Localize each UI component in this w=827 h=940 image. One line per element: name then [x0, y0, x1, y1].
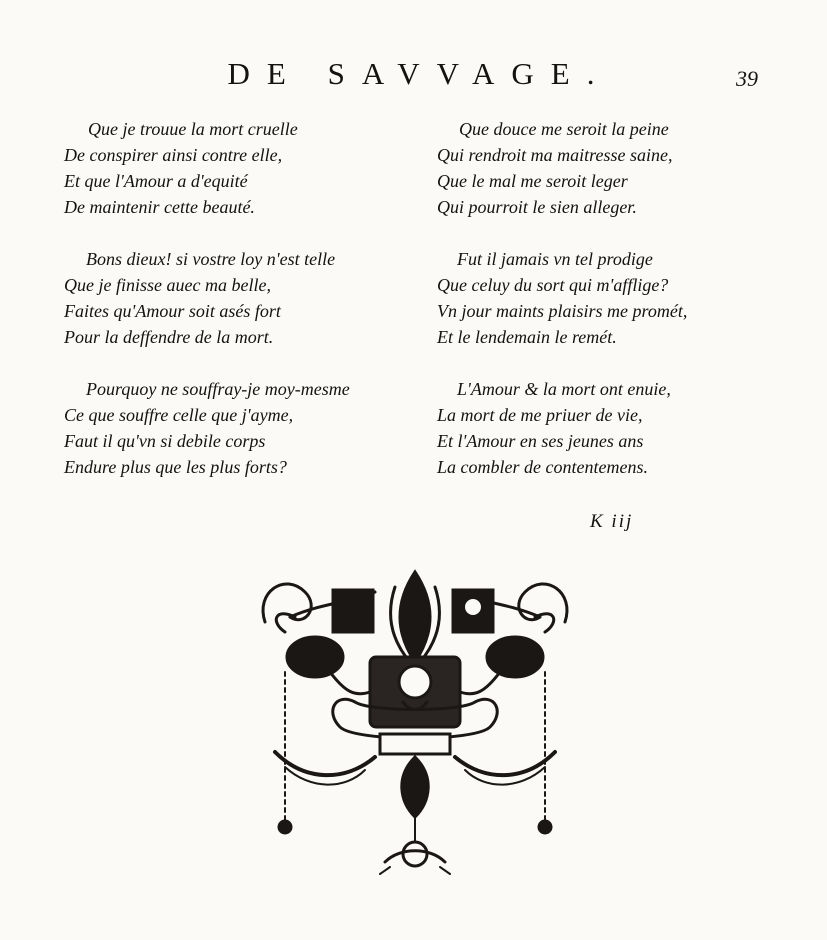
- tailpiece-ornament-icon: [245, 562, 585, 882]
- verse-line: Et le lendemain le remét.: [437, 327, 617, 347]
- stanza: [437, 116, 777, 220]
- verse-line: Fut il jamais vn tel prodige: [457, 249, 653, 269]
- verse-line: Que je finisse auec ma belle,: [64, 275, 271, 295]
- verse-line: Que douce me seroit la peine: [459, 119, 669, 139]
- verse-line: Qui rendroit ma maitresse saine,: [437, 145, 673, 165]
- verse-line: Faites qu'Amour soit asés fort: [64, 301, 281, 321]
- verse-line: Et l'Amour en ses jeunes ans: [437, 431, 644, 451]
- page-number: 39: [736, 66, 758, 91]
- stanza: [437, 376, 777, 480]
- verse-line: L'Amour & la mort ont enuie,: [457, 379, 671, 399]
- stanza: [64, 116, 404, 220]
- verse-line: Que je trouue la mort cruelle: [88, 119, 298, 139]
- verse-line: La mort de me priuer de vie,: [437, 405, 643, 425]
- poem-right-column: [437, 116, 777, 506]
- signature-mark: K iij: [590, 511, 634, 532]
- poem-left-column: [64, 116, 404, 506]
- verse-line: Que le mal me seroit leger: [437, 171, 628, 191]
- running-title: DE SAVVAGE.: [227, 56, 612, 91]
- stanza: [437, 246, 777, 350]
- verse-line: Endure plus que les plus forts?: [64, 457, 287, 477]
- verse-line: Ce que souffre celle que j'ayme,: [64, 405, 294, 425]
- verse-line: Faut il qu'vn si debile corps: [64, 431, 266, 451]
- verse-line: Et que l'Amour a d'equité: [64, 171, 248, 191]
- verse-line: Vn jour maints plaisirs me promét,: [437, 301, 688, 321]
- stanza: [64, 376, 404, 480]
- verse-line: De conspirer ainsi contre elle,: [64, 145, 283, 165]
- stanza: [64, 246, 404, 350]
- verse-line: Pour la deffendre de la mort.: [64, 327, 274, 347]
- verse-line: De maintenir cette beauté.: [64, 197, 255, 217]
- verse-line: La combler de contentemens.: [437, 457, 648, 477]
- verse-line: Pourquoy ne souffray-je moy-mesme: [86, 379, 350, 399]
- verse-line: Bons dieux! si vostre loy n'est telle: [86, 249, 336, 269]
- verse-line: Qui pourroit le sien alleger.: [437, 197, 637, 217]
- verse-line: Que celuy du sort qui m'afflige?: [437, 275, 669, 295]
